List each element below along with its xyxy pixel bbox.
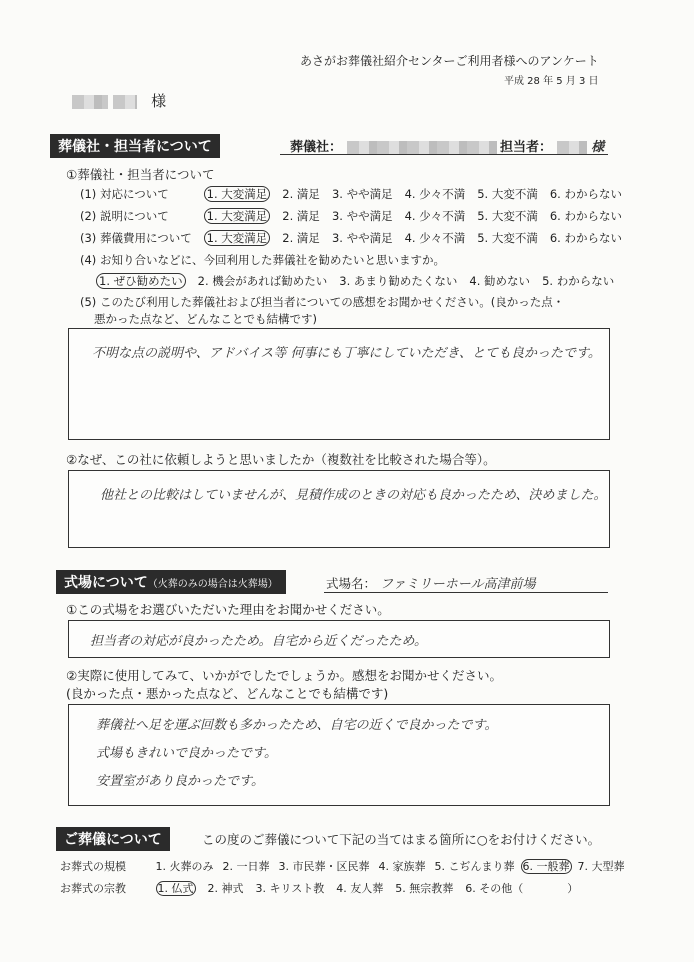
venue-heading-title: 式場について <box>64 575 148 591</box>
opt: 1. 仏式 <box>157 882 194 895</box>
staff-field <box>500 136 604 155</box>
venue-q2-answer-line: 安置室があり良かったです。 <box>96 774 264 789</box>
opt: 2. 機会があれば勧めたい <box>197 274 328 288</box>
venue-name: ファミリーホール高津前場 <box>380 577 536 592</box>
s1-q4-options <box>96 273 626 289</box>
opt: 1. 大変満足 <box>204 230 271 246</box>
opt: 6. わからない <box>549 187 622 201</box>
s2-q2-line1: ②実際に使用してみて、いかがでしたでしょうか。感想をお聞かせください。 <box>66 668 502 683</box>
opt: 4. 少々不満 <box>404 231 466 245</box>
venue-heading-note: （火葬のみの場合は火葬場） <box>147 579 278 590</box>
opt: 1. 大変満足 <box>204 186 271 202</box>
opt: 5. 大変不満 <box>477 209 538 223</box>
rating-row <box>80 230 634 246</box>
opt: 3. やや満足 <box>331 231 393 245</box>
opt: 2. 満足 <box>282 231 320 245</box>
survey-date: 平成 28 年 5 月 3 日 <box>504 76 599 87</box>
section-venue-heading <box>56 570 286 594</box>
staff-label: 担当者： <box>500 140 553 155</box>
venue-label: 式場名： <box>326 576 377 591</box>
venue-underline <box>324 592 608 593</box>
opt: 2. 満足 <box>282 187 320 201</box>
s1-q5-line1: (5) このたび利用した葬儀社および担当者についての感想をお聞かせください。(良かった点・ <box>80 295 565 309</box>
opt: 3. キリスト教 <box>255 882 325 895</box>
opt: 1. ぜひ勧めたい <box>96 273 186 289</box>
opt: 5. わからない <box>542 274 615 288</box>
staff-honorific: 様 <box>591 140 605 155</box>
opt: 4. 勧めない <box>469 274 531 288</box>
s1-q2: ②なぜ、この社に依頼しようと思いましたか（複数社を比較された場合等）。 <box>66 452 496 467</box>
opt: 3. やや満足 <box>331 187 393 201</box>
opt: 6. その他（ ） <box>465 882 579 895</box>
q5-answer: 不明な点の説明や、アドバイス等 何事にも丁寧にしていただき、とても良かったです。 <box>92 346 601 361</box>
survey-title: あさがお葬儀社紹介センターご利用者様へのアンケート <box>300 54 599 68</box>
opt: 7. 大型葬 <box>577 860 625 873</box>
s1-q5-line2: 悪かった点など、どんなことでも結構です) <box>94 312 317 326</box>
opt: 4. 家族葬 <box>378 860 426 873</box>
opt: 2. 一日葬 <box>222 860 270 873</box>
customer-name <box>72 90 166 111</box>
opt: 2. 満足 <box>282 209 320 223</box>
s3-instruction: この度のご葬儀について下記の当てはまる箇所に○をお付けください。 <box>202 832 601 847</box>
funeral-religion-row <box>60 880 578 896</box>
venue-q2-answer-line: 葬儀社へ足を運ぶ回数も多かったため、自宅の近くで良かったです。 <box>96 718 498 733</box>
opt: 3. やや満足 <box>331 209 393 223</box>
opt: 4. 少々不満 <box>404 187 466 201</box>
rating-row-label: (2) 説明について <box>80 209 169 223</box>
funeral-scale-row <box>60 858 625 874</box>
opt: 1. 火葬のみ <box>155 860 214 873</box>
opt: 6. 一般葬 <box>522 860 570 873</box>
funeral-company-field <box>290 136 497 155</box>
opt: 1. 大変満足 <box>204 208 271 224</box>
q2-answer-box <box>68 470 610 548</box>
opt: 5. こぢんまり葬 <box>434 860 515 873</box>
opt: 6. わからない <box>549 209 622 223</box>
opt: 5. 大変不満 <box>477 187 538 201</box>
q2-answer: 他社との比較はしていませんが、見積作成のときの対応も良かったため、決めました。 <box>100 488 607 503</box>
s2-q2-line2: (良かった点・悪かった点など、どんなことでも結構です) <box>66 686 389 701</box>
customer-honorific: 様 <box>151 92 167 110</box>
opt: 4. 友人葬 <box>336 882 384 895</box>
opt: 4. 少々不満 <box>404 209 466 223</box>
funeral-company-label: 葬儀社： <box>290 140 343 155</box>
rating-row-label: (3) 葬儀費用について <box>80 231 192 245</box>
rating-row <box>80 208 634 224</box>
s1-q1: ①葬儀社・担当者について <box>66 167 215 182</box>
venue-q2-answer-line: 式場もきれいで良かったです。 <box>96 746 277 761</box>
rating-row-label: (1) 対応について <box>80 187 169 201</box>
s2-q1: ①この式場をお選びいただいた理由をお聞かせください。 <box>66 602 390 617</box>
opt: 3. 市民葬・区民葬 <box>278 860 370 873</box>
funeral-scale-label: お葬式の規模 <box>60 860 126 873</box>
opt: 2. 神式 <box>207 882 244 895</box>
header-underline <box>280 154 608 155</box>
venue-field <box>326 573 535 592</box>
opt: 5. 大変不満 <box>477 231 538 245</box>
section-funeral-company-heading: 葬儀社・担当者について <box>50 134 220 158</box>
section-funeral-heading: ご葬儀について <box>56 827 170 851</box>
opt: 5. 無宗教葬 <box>395 882 454 895</box>
rating-row <box>80 186 634 202</box>
opt: 6. わからない <box>549 231 622 245</box>
venue-q1-answer: 担当者の対応が良かったため。自宅から近くだったため。 <box>90 634 427 649</box>
s1-q4: (4) お知り合いなどに、今回利用した葬儀社を勧めたいと思いますか。 <box>80 253 445 267</box>
funeral-religion-label: お葬式の宗教 <box>60 882 126 895</box>
opt: 3. あまり勧めたくない <box>339 274 458 288</box>
